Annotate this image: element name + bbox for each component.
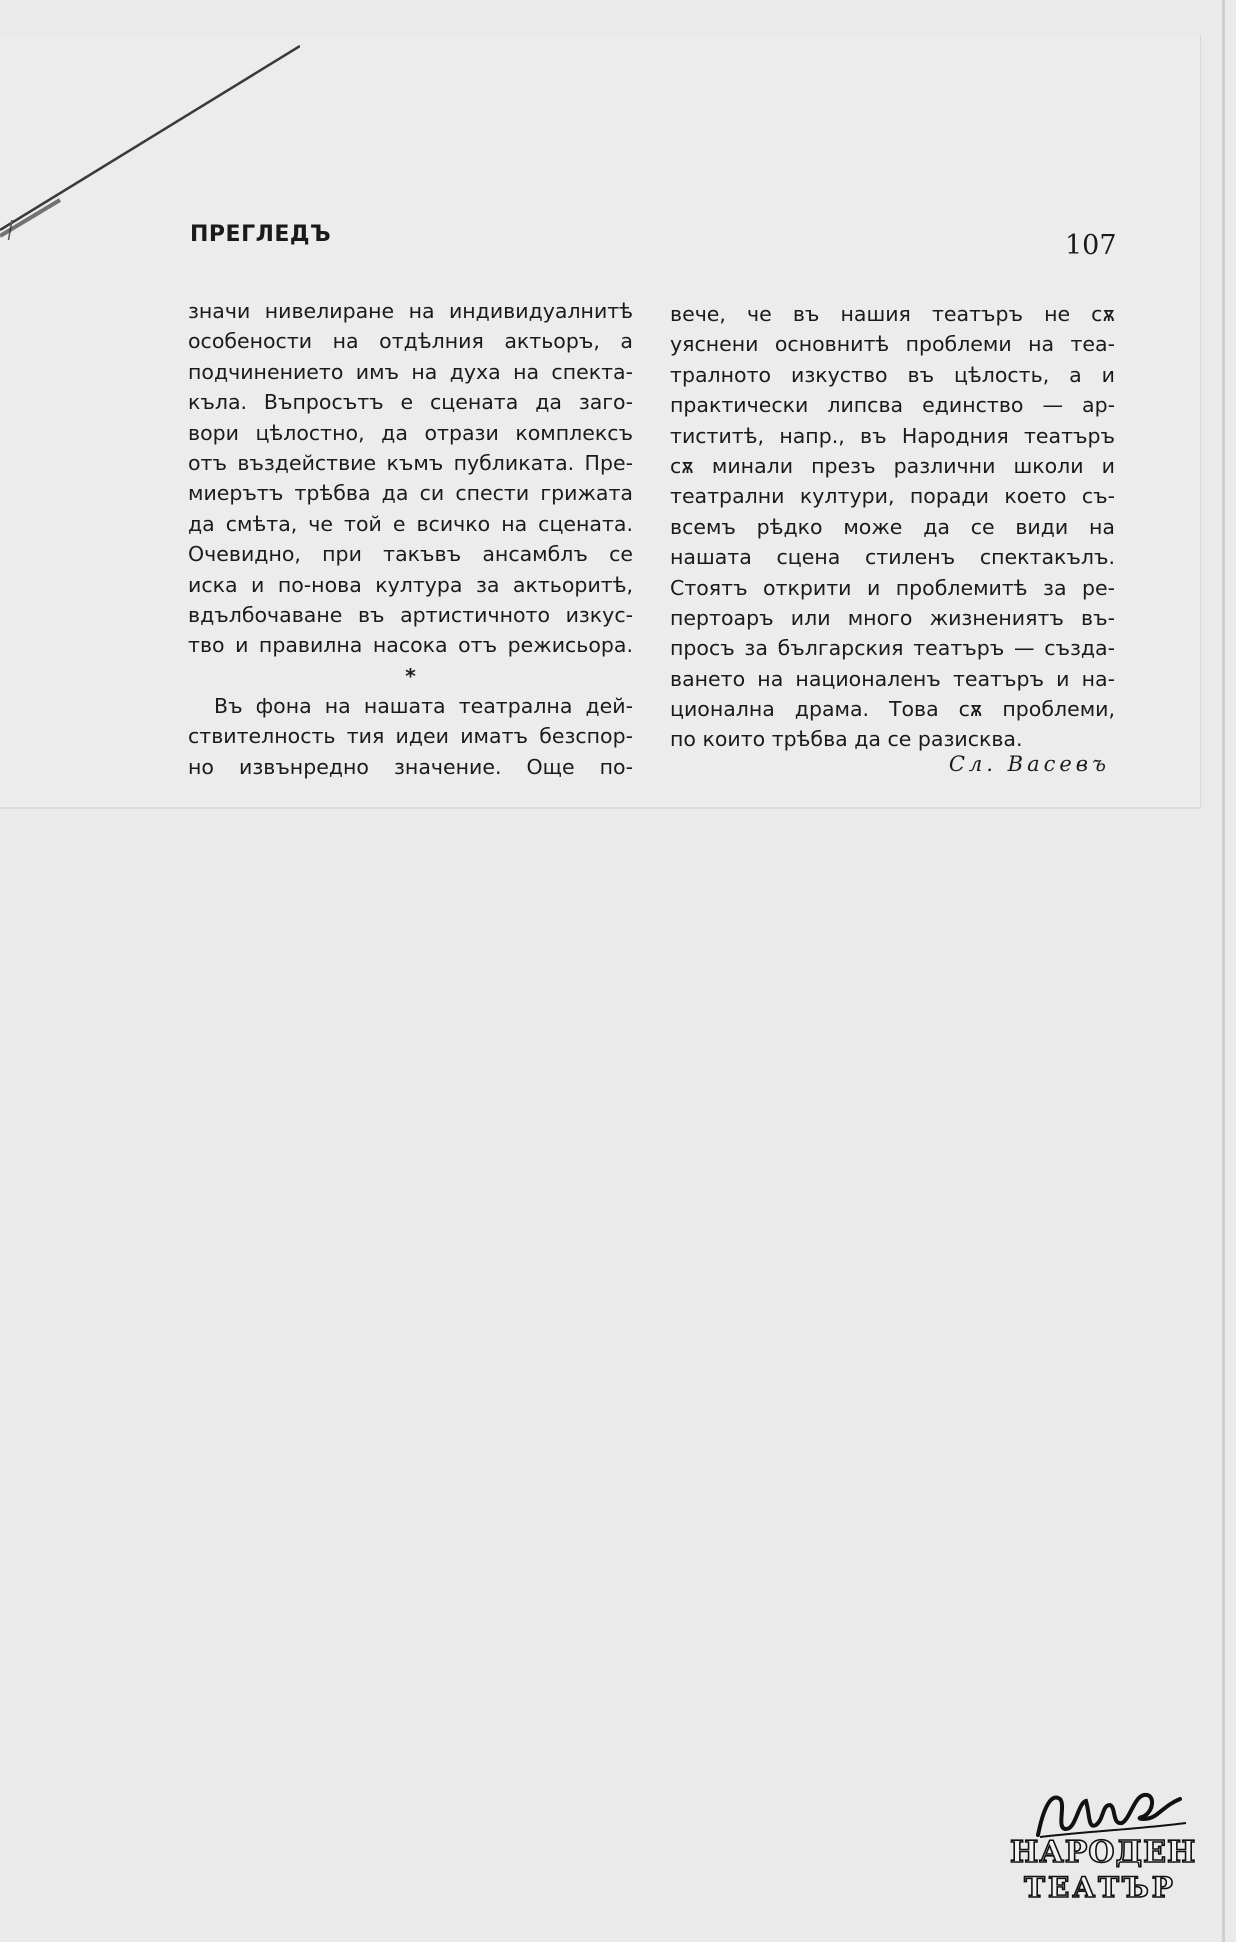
text-line: театрални култури, поради което съ- — [670, 484, 1115, 509]
text-line: уяснени основнитѣ проблеми на теа- — [670, 332, 1115, 357]
page-header-title: ПРЕГЛЕДЪ — [190, 222, 332, 247]
text-line: иска и по-нова култура за актьоритѣ, — [188, 572, 633, 597]
text-line: вори цѣлостно, да отрази комплексъ — [188, 420, 633, 445]
text-line: всемъ рѣдко може да се види на — [670, 514, 1115, 539]
section-separator-asterisk: * — [405, 663, 416, 688]
page-edge-line — [1222, 0, 1225, 1942]
text-column-left — [188, 296, 633, 782]
page-number: 107 — [1065, 230, 1117, 261]
text-line: тиститѣ, напр., въ Народния театъръ — [670, 423, 1115, 448]
text-line: вдълбочаване въ артистичното изкус- — [188, 602, 633, 627]
text-line: Въ фона на нашата театрална дей- — [214, 694, 633, 719]
text-line: значи нивелиране на индивидуалнитѣ — [188, 299, 633, 323]
text-line: Стоятъ открити и проблемитѣ за ре- — [670, 575, 1115, 600]
national-theatre-logo — [1010, 1785, 1197, 1910]
text-line: къла. Въпросътъ е сцената да заго- — [188, 390, 633, 415]
text-line: подчинението имъ на духа на спекта- — [188, 359, 633, 384]
text-line: вече, че въ нашия театъръ не сѫ — [670, 302, 1115, 326]
text-line: особености на отдѣлния актьоръ, а — [188, 329, 633, 354]
folded-corner-shadow-icon — [0, 40, 300, 240]
author-signature: Сл. Васевъ — [948, 752, 1110, 776]
text-line: ствителность тия идеи иматъ безспор- — [188, 724, 633, 749]
text-line: отъ въздействие къмъ публиката. Пре- — [188, 450, 633, 475]
logo-text-line2: ТЕАТЪР — [1024, 1871, 1176, 1904]
text-line: просъ за българския театъръ — създа- — [670, 636, 1115, 661]
text-line: ционална драма. Това сѫ проблеми, — [670, 697, 1115, 722]
text-line: да смѣта, че той е всичко на сцената. — [188, 511, 633, 536]
text-line: тво и правилна насока отъ режисьора. — [188, 633, 633, 658]
text-line: ването на националенъ театъръ и на- — [670, 666, 1115, 691]
text-column-right — [670, 299, 1115, 755]
text-line: но извънредно значение. Още по- — [188, 754, 633, 779]
text-line: практически липсва единство — ар- — [670, 393, 1115, 418]
logo-text-line1: НАРОДЕН — [1010, 1835, 1197, 1870]
text-line: Очевидно, при такъвъ ансамблъ се — [188, 542, 633, 567]
text-line: пертоаръ или много жизнениятъ въ- — [670, 605, 1115, 630]
text-line: нашата сцена стиленъ спектакълъ. — [670, 545, 1115, 570]
text-line: по които трѣбва да се разисква. — [670, 727, 1023, 752]
text-line: миерътъ трѣбва да си спести грижата — [188, 481, 633, 506]
text-line: сѫ минали презъ различни школи и — [670, 453, 1115, 478]
text-line: тралното изкуство въ цѣлость, а и — [670, 362, 1115, 387]
